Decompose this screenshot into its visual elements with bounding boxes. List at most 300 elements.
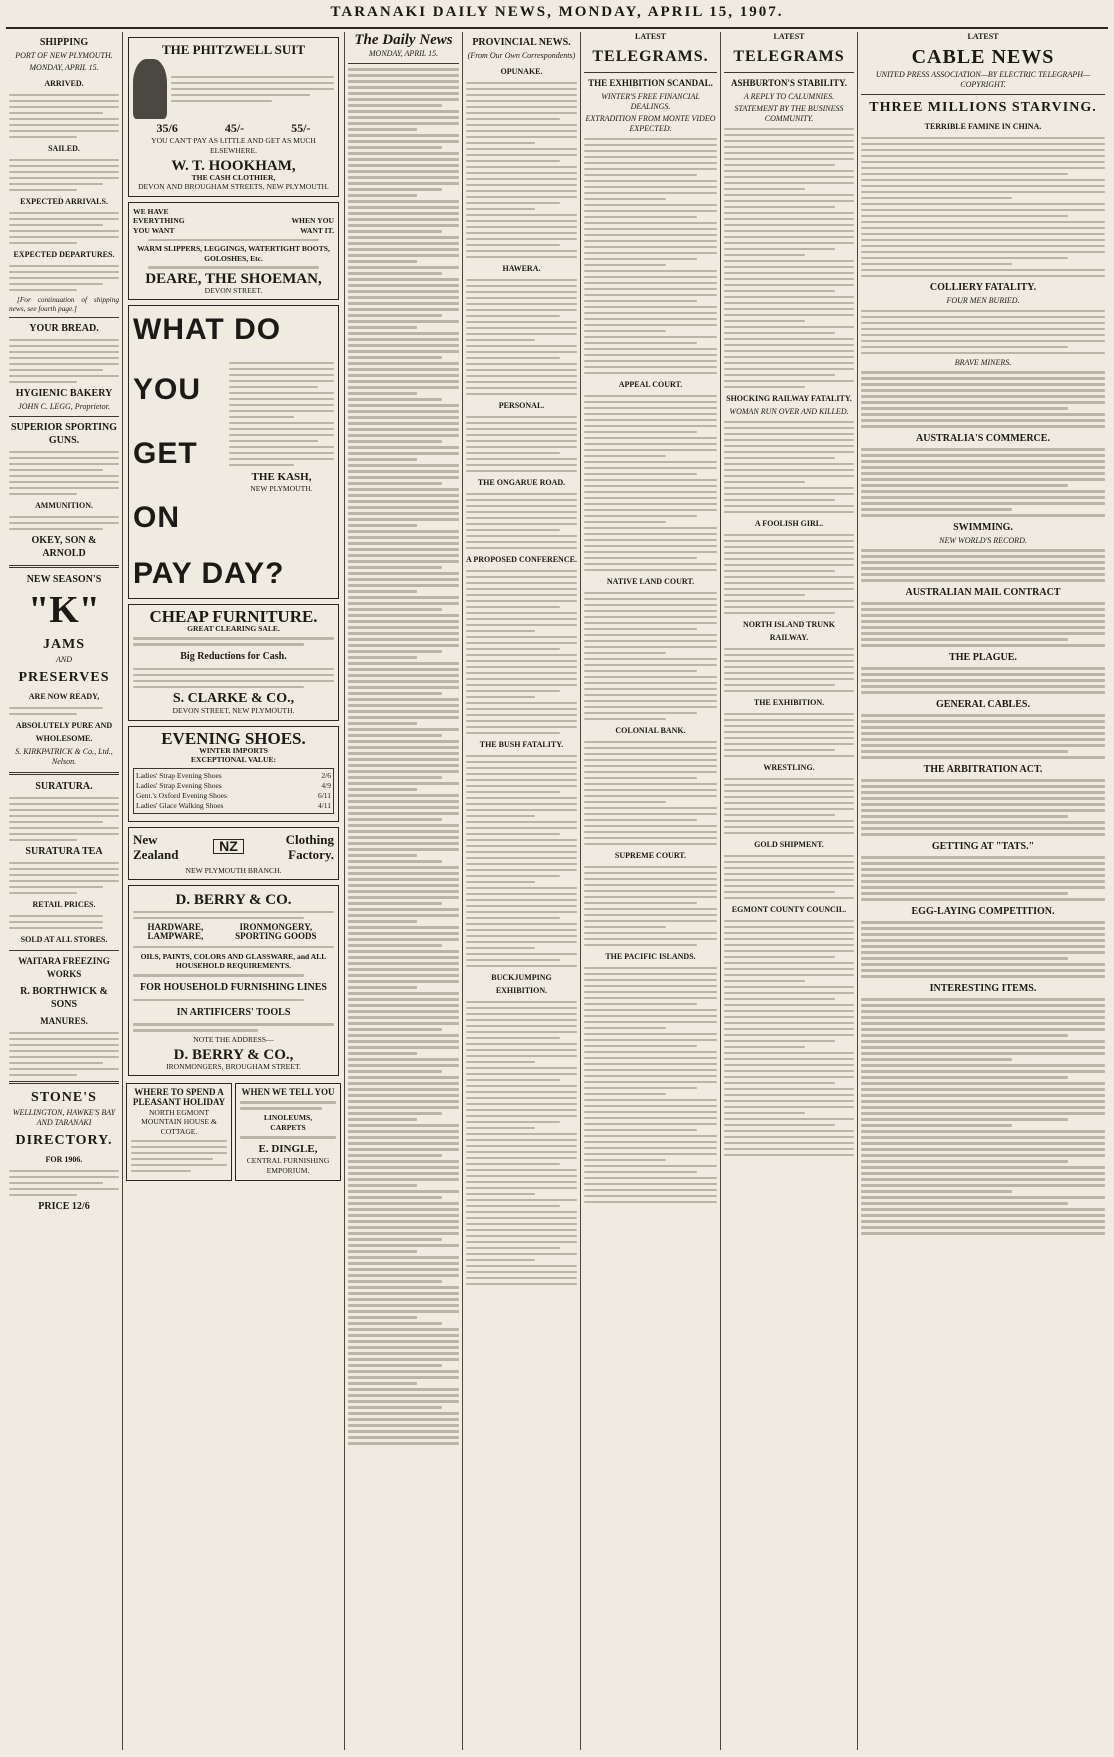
text-line bbox=[861, 490, 1105, 493]
text-line bbox=[724, 266, 854, 269]
text-line bbox=[724, 891, 835, 894]
text-line bbox=[466, 1115, 577, 1118]
text-line bbox=[466, 154, 577, 157]
text-line bbox=[466, 1175, 577, 1178]
text-line bbox=[861, 1160, 1068, 1163]
text-line bbox=[724, 511, 854, 514]
carpets-text: CARPETS bbox=[270, 1123, 306, 1133]
text-line bbox=[466, 470, 577, 473]
text-line bbox=[348, 884, 459, 887]
text-line bbox=[584, 1039, 717, 1042]
text-line bbox=[724, 1046, 805, 1049]
paper-title: The Daily News bbox=[354, 32, 453, 48]
text-line bbox=[348, 1076, 459, 1079]
text-line bbox=[348, 560, 459, 563]
text-line bbox=[861, 1172, 1105, 1175]
text-line bbox=[348, 908, 459, 911]
text-line bbox=[348, 1100, 459, 1103]
deare-ad bbox=[128, 202, 339, 301]
text-line bbox=[584, 270, 717, 273]
text-line bbox=[584, 557, 697, 560]
continuation-note: [For continuation of shipping news, see fourth page.] bbox=[9, 294, 119, 313]
text-line bbox=[724, 350, 854, 353]
text-line bbox=[584, 1045, 697, 1048]
text-line bbox=[861, 880, 1105, 883]
text-line bbox=[724, 992, 854, 995]
text-line bbox=[861, 821, 1105, 824]
text-line bbox=[584, 831, 717, 834]
shoe-row: Gent.'s Oxford Evening Shoes 6/11 bbox=[136, 790, 331, 800]
text-line bbox=[466, 905, 577, 908]
text-line bbox=[584, 1093, 666, 1096]
text-line bbox=[466, 827, 577, 830]
text-line bbox=[584, 1111, 717, 1114]
text-line bbox=[861, 886, 1105, 889]
bakery-heading: HYGIENIC BAKERY bbox=[15, 388, 113, 400]
text-line bbox=[348, 1016, 459, 1019]
text-line bbox=[466, 434, 577, 437]
text-line bbox=[348, 584, 459, 587]
text-line bbox=[348, 740, 459, 743]
text-line bbox=[861, 602, 1105, 605]
berry-footer: D. BERRY & CO., bbox=[173, 1046, 294, 1063]
text-line bbox=[724, 218, 854, 221]
text-line bbox=[348, 380, 459, 383]
text-line bbox=[584, 300, 697, 303]
text-line bbox=[584, 878, 717, 881]
text-line bbox=[348, 302, 459, 305]
text-line bbox=[724, 570, 835, 573]
shoe-row: Ladies' Strap Evening Shoes 4/9 bbox=[136, 780, 331, 790]
text-line bbox=[348, 98, 459, 101]
text-line bbox=[861, 1118, 1068, 1121]
suratura-heading: SURATURA. bbox=[35, 781, 93, 793]
text-line bbox=[348, 842, 459, 845]
text-line bbox=[584, 652, 666, 655]
text-line bbox=[861, 1184, 1105, 1187]
text-line bbox=[466, 529, 560, 532]
text-line bbox=[861, 239, 1105, 242]
text-line bbox=[861, 221, 1105, 224]
text-line bbox=[724, 600, 854, 603]
text-line bbox=[861, 1130, 1105, 1133]
text-line bbox=[466, 493, 577, 496]
text-line bbox=[348, 260, 417, 263]
evening-shoes-title: EVENING SHOES. bbox=[161, 728, 306, 748]
text-line bbox=[348, 782, 459, 785]
text-line bbox=[724, 332, 835, 335]
text-line bbox=[466, 1061, 535, 1064]
text-line bbox=[861, 322, 1105, 325]
editorial-body bbox=[348, 68, 459, 1445]
clearing-sale: GREAT CLEARING SALE. bbox=[187, 624, 280, 634]
text-line bbox=[348, 572, 459, 575]
text-line bbox=[584, 1105, 717, 1108]
text-line bbox=[466, 94, 577, 97]
text-line bbox=[348, 980, 459, 983]
text-line bbox=[724, 956, 835, 959]
text-line bbox=[724, 778, 854, 781]
when-we-text: WHEN WE TELL YOU bbox=[241, 1087, 335, 1098]
text-line bbox=[466, 309, 577, 312]
text-line bbox=[466, 1127, 535, 1130]
text-line bbox=[584, 1021, 717, 1024]
text-line bbox=[724, 1142, 854, 1145]
text-line bbox=[724, 678, 854, 681]
trunk-railway-heading: NORTH ISLAND TRUNK RAILWAY. bbox=[742, 620, 836, 642]
shoe-price-list bbox=[133, 768, 334, 814]
text-line bbox=[466, 803, 577, 806]
text-line bbox=[861, 726, 1105, 729]
text-line bbox=[348, 428, 459, 431]
directory-price: PRICE 12/6 bbox=[38, 1201, 90, 1213]
text-line bbox=[348, 1334, 459, 1337]
text-line bbox=[348, 1178, 459, 1181]
text-line bbox=[724, 1058, 854, 1061]
text-line bbox=[348, 1424, 459, 1427]
colliery-heading: COLLIERY FATALITY. bbox=[929, 282, 1037, 293]
price-row bbox=[133, 121, 334, 135]
financial-sub: WINTER'S FREE FINANCIAL DEALINGS. bbox=[601, 92, 700, 111]
text-line bbox=[348, 674, 459, 677]
text-line bbox=[861, 738, 1105, 741]
text-line bbox=[348, 1094, 459, 1097]
text-line bbox=[584, 1117, 717, 1120]
text-line bbox=[861, 275, 1105, 278]
text-line bbox=[724, 576, 854, 579]
text-line bbox=[724, 284, 854, 287]
text-line bbox=[584, 914, 717, 917]
text-line bbox=[348, 224, 459, 227]
text-line bbox=[584, 985, 717, 988]
text-line bbox=[348, 896, 459, 899]
text-line bbox=[466, 250, 577, 253]
text-line bbox=[861, 395, 1105, 398]
text-line bbox=[466, 148, 577, 151]
getting-at-tats-heading: GETTING AT "TATS." bbox=[931, 840, 1035, 852]
text-line bbox=[348, 668, 459, 671]
text-line bbox=[861, 179, 1105, 182]
text-line bbox=[724, 314, 854, 317]
text-line bbox=[724, 427, 854, 430]
text-line bbox=[584, 938, 717, 941]
text-line bbox=[348, 866, 459, 869]
text-line bbox=[724, 998, 835, 1001]
text-line bbox=[724, 326, 854, 329]
text-line bbox=[724, 356, 854, 359]
text-line bbox=[466, 1187, 577, 1190]
text-line bbox=[348, 134, 459, 137]
text-line bbox=[348, 1082, 459, 1085]
text-line bbox=[348, 1022, 459, 1025]
text-line bbox=[724, 1022, 854, 1025]
text-line bbox=[466, 684, 577, 687]
text-line bbox=[861, 514, 1105, 517]
text-line bbox=[584, 771, 717, 774]
text-line bbox=[348, 590, 417, 593]
deare-name: DEARE, THE SHOEMAN, bbox=[145, 270, 322, 287]
text-line bbox=[861, 644, 1105, 647]
text-line bbox=[466, 387, 577, 390]
text-line bbox=[724, 469, 854, 472]
get-text: GET bbox=[133, 437, 198, 471]
text-line bbox=[861, 1040, 1105, 1043]
extradition-sub: EXTRADITION FROM MONTE VIDEO EXPECTED. bbox=[585, 114, 716, 133]
text-line bbox=[466, 124, 577, 127]
text-line bbox=[348, 614, 459, 617]
text-line bbox=[466, 965, 577, 968]
text-line bbox=[466, 369, 577, 372]
famine-heading: TERRIBLE FAMINE IN CHINA. bbox=[924, 122, 1042, 131]
text-line bbox=[348, 596, 459, 599]
text-line bbox=[466, 672, 577, 675]
text-line bbox=[861, 1142, 1105, 1145]
text-line bbox=[724, 731, 854, 734]
text-line bbox=[584, 407, 717, 410]
text-line bbox=[584, 783, 717, 786]
text-line bbox=[584, 234, 717, 237]
text-line bbox=[861, 484, 1068, 487]
text-line bbox=[861, 191, 1105, 194]
text-line bbox=[348, 662, 459, 665]
text-line bbox=[584, 294, 717, 297]
text-line bbox=[861, 377, 1105, 380]
text-line bbox=[348, 188, 442, 191]
pay-day-text: PAY DAY? bbox=[133, 557, 285, 591]
text-line bbox=[466, 654, 577, 657]
stones-heading: STONE'S bbox=[31, 1090, 97, 1106]
text-line bbox=[466, 618, 577, 621]
text-line bbox=[724, 368, 854, 371]
text-line bbox=[724, 170, 854, 173]
text-line bbox=[466, 1193, 535, 1196]
text-line bbox=[348, 650, 442, 653]
text-line bbox=[348, 1148, 459, 1151]
text-line bbox=[466, 160, 560, 163]
text-line bbox=[724, 1004, 854, 1007]
text-line bbox=[348, 110, 459, 113]
text-line bbox=[584, 872, 717, 875]
text-line bbox=[861, 963, 1105, 966]
text-line bbox=[466, 648, 560, 651]
text-line bbox=[466, 256, 577, 259]
text-line bbox=[724, 672, 854, 675]
text-line bbox=[348, 236, 459, 239]
text-line bbox=[348, 386, 459, 389]
text-line bbox=[861, 868, 1105, 871]
text-line bbox=[348, 1112, 442, 1115]
text-line bbox=[466, 238, 577, 241]
text-line bbox=[466, 333, 577, 336]
text-line bbox=[348, 794, 459, 797]
text-line bbox=[348, 1166, 459, 1169]
text-line bbox=[584, 419, 717, 422]
text-line bbox=[861, 413, 1105, 416]
text-line bbox=[584, 192, 717, 195]
text-line bbox=[861, 419, 1105, 422]
nz-right-text: Clothing Factory. bbox=[285, 831, 334, 862]
text-line bbox=[348, 320, 459, 323]
supreme-court-heading: SUPREME COURT. bbox=[614, 851, 687, 860]
exceptional-value: EXCEPTIONAL VALUE: bbox=[190, 755, 277, 765]
text-line bbox=[466, 112, 577, 115]
text-line bbox=[348, 344, 459, 347]
text-line bbox=[584, 1177, 717, 1180]
expected-departures-heading: EXPECTED DEPARTURES. bbox=[13, 250, 115, 259]
dingle-ad bbox=[235, 1083, 341, 1180]
text-line bbox=[466, 887, 577, 890]
text-line bbox=[584, 1129, 697, 1132]
text-line bbox=[466, 881, 535, 884]
text-line bbox=[584, 491, 717, 494]
text-line bbox=[584, 306, 717, 309]
shoe-row: Ladies' Strap Evening Shoes 2/6 bbox=[136, 770, 331, 780]
text-line bbox=[348, 1034, 459, 1037]
text-line bbox=[724, 1016, 854, 1019]
text-line bbox=[724, 820, 854, 823]
text-line bbox=[861, 1088, 1105, 1091]
text-line bbox=[348, 1010, 459, 1013]
telegrams-heading: TELEGRAMS. bbox=[592, 48, 709, 65]
text-line bbox=[861, 1028, 1105, 1031]
text-line bbox=[861, 460, 1105, 463]
text-line bbox=[861, 679, 1105, 682]
text-line bbox=[466, 576, 577, 579]
text-line bbox=[348, 266, 459, 269]
text-line bbox=[466, 845, 577, 848]
text-line bbox=[348, 932, 459, 935]
text-line bbox=[348, 914, 459, 917]
text-line bbox=[466, 499, 577, 502]
railway-fatality-heading: SHOCKING RAILWAY FATALITY. bbox=[726, 394, 852, 403]
text-line bbox=[584, 1159, 666, 1162]
we-have-text: WE HAVE EVERYTHING YOU WANT bbox=[133, 206, 185, 235]
column-4-provincial bbox=[463, 32, 581, 1750]
price-1: 35/6 bbox=[156, 121, 178, 135]
text-line bbox=[466, 1103, 577, 1106]
text-line bbox=[584, 449, 717, 452]
text-line bbox=[466, 893, 577, 896]
text-line bbox=[348, 986, 417, 989]
text-line bbox=[584, 991, 717, 994]
text-line bbox=[724, 666, 854, 669]
text-line bbox=[584, 443, 717, 446]
text-line bbox=[466, 1277, 577, 1280]
text-line bbox=[724, 158, 854, 161]
deare-address: DEVON STREET. bbox=[204, 285, 263, 295]
nz-factory-logo: NZ bbox=[213, 839, 244, 854]
text-line bbox=[861, 1058, 1012, 1061]
text-line bbox=[584, 634, 717, 637]
text-line bbox=[724, 968, 854, 971]
text-line bbox=[466, 1079, 560, 1082]
text-line bbox=[466, 88, 577, 91]
text-line bbox=[348, 1052, 417, 1055]
text-line bbox=[348, 638, 459, 641]
text-line bbox=[466, 761, 577, 764]
text-line bbox=[861, 945, 1105, 948]
text-line bbox=[348, 1142, 459, 1145]
text-line bbox=[724, 920, 854, 923]
text-line bbox=[466, 464, 577, 467]
text-line bbox=[466, 1205, 560, 1208]
woman-killed-sub: WOMAN RUN OVER AND KILLED. bbox=[729, 407, 849, 416]
text-line bbox=[348, 824, 459, 827]
artificers-text: IN ARTIFICERS' TOOLS bbox=[176, 1006, 291, 1018]
text-line bbox=[348, 1124, 459, 1127]
text-line bbox=[584, 1033, 717, 1036]
text-line bbox=[861, 149, 1105, 152]
text-line bbox=[348, 1328, 459, 1331]
text-line bbox=[584, 896, 717, 899]
text-line bbox=[861, 892, 1068, 895]
text-line bbox=[348, 290, 459, 293]
text-line bbox=[466, 315, 560, 318]
text-line bbox=[584, 1183, 717, 1186]
on-text: ON bbox=[133, 501, 180, 535]
opunake-heading: OPUNAKE. bbox=[500, 67, 543, 76]
text-line bbox=[861, 1010, 1105, 1013]
text-line bbox=[724, 885, 854, 888]
text-line bbox=[466, 1163, 560, 1166]
text-line bbox=[466, 935, 577, 938]
text-line bbox=[584, 180, 717, 183]
text-line bbox=[724, 230, 854, 233]
text-line bbox=[861, 744, 1105, 747]
text-line bbox=[348, 764, 459, 767]
text-line bbox=[584, 1141, 717, 1144]
clarke-address: DEVON STREET, NEW PLYMOUTH. bbox=[172, 705, 295, 715]
text-line bbox=[724, 254, 805, 257]
text-line bbox=[348, 200, 459, 203]
text-line bbox=[724, 944, 854, 947]
text-line bbox=[348, 338, 459, 341]
text-line bbox=[584, 509, 717, 512]
text-line bbox=[584, 1057, 717, 1060]
text-line bbox=[466, 594, 577, 597]
text-line bbox=[584, 676, 717, 679]
text-line bbox=[466, 345, 577, 348]
text-line bbox=[348, 476, 459, 479]
text-line bbox=[724, 950, 854, 953]
absolutely-text: ABSOLUTELY PURE AND WHOLESOME. bbox=[15, 721, 113, 744]
text-line bbox=[584, 222, 717, 225]
egmont-council-heading: EGMONT COUNTY COUNCIL. bbox=[731, 905, 847, 914]
text-line bbox=[348, 566, 442, 569]
kirkpatrick-text: S. KIRKPATRICK & Co., Ltd., Nelson. bbox=[15, 747, 113, 767]
text-line bbox=[348, 254, 459, 257]
text-line bbox=[861, 167, 1105, 170]
text-line bbox=[466, 839, 577, 842]
text-line bbox=[724, 938, 854, 941]
text-line bbox=[348, 350, 459, 353]
text-line bbox=[724, 338, 854, 341]
text-line bbox=[584, 366, 717, 369]
column-3-editorial bbox=[345, 32, 463, 1750]
text-line bbox=[724, 445, 854, 448]
text-line bbox=[584, 551, 717, 554]
text-line bbox=[724, 784, 854, 787]
text-line bbox=[724, 302, 854, 305]
text-line bbox=[466, 875, 560, 878]
text-line bbox=[584, 1195, 717, 1198]
text-line bbox=[466, 523, 577, 526]
plague-heading: THE PLAGUE. bbox=[949, 651, 1017, 663]
text-line bbox=[861, 791, 1105, 794]
text-line bbox=[348, 506, 459, 509]
text-line bbox=[584, 920, 717, 923]
text-line bbox=[861, 1166, 1105, 1169]
